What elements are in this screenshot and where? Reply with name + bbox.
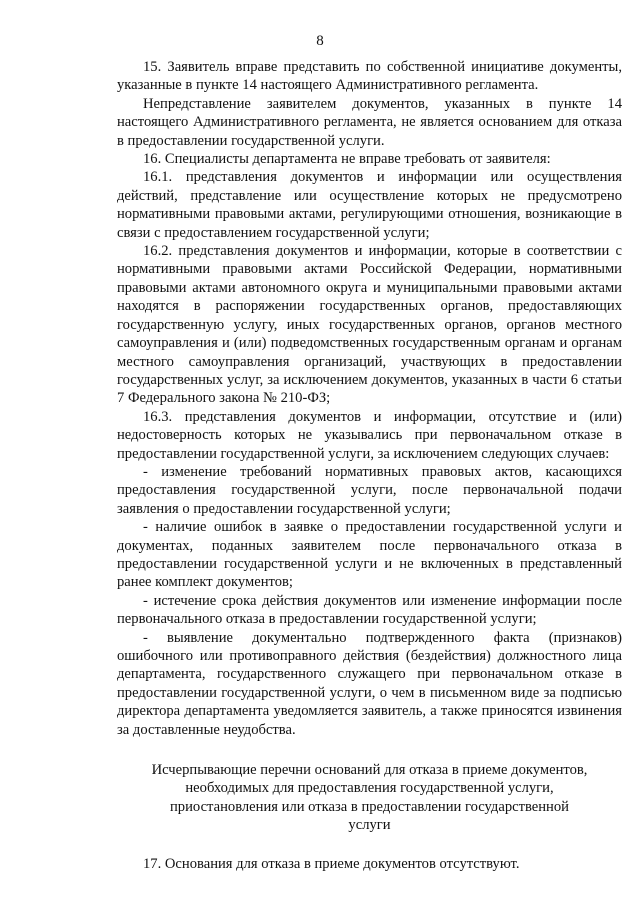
heading-line: услуги [348, 817, 391, 834]
page-number: 8 [316, 33, 324, 49]
list-item-requirements-change: - изменение требований нормативных правовых актов, касающихся предоставления государственной услуги, после первоначальной подачи заявления о предоставлении государственной услуги; [117, 463, 622, 517]
document-body [117, 58, 622, 873]
section-heading [117, 761, 622, 835]
paragraph-15-note: Непредставление заявителем документов, указанных в пункте 14 настоящего Административного регламента, не является основанием для отказа в предоставлении государственной услуги. [117, 95, 622, 149]
paragraph-16-3: 16.3. представления документов и информации, отсутствие и (или) недостоверность которых не указывались при первоначальном отказе в предоставлении государственной услуги, за исключением следующих случаев: [117, 408, 622, 462]
list-item-expiry: - истечение срока действия документов или изменение информации после первоначального отказа в предоставлении государственной услуги; [117, 592, 622, 628]
heading-line: приостановления или отказа в предоставлении государственной [170, 798, 569, 815]
paragraph-16-1: 16.1. представления документов и информации или осуществления действий, представление или осуществление которых не предусмотрено нормативными правовыми актами, регулирующими отношения, возникающие в связи с предоставлением государственной услуги; [117, 169, 622, 241]
paragraph-16-2: 16.2. представления документов и информации, которые в соответствии с нормативными правовыми актами Российской Федерации, нормативными правовыми актами автономного округа и муниципальными правовыми актами находятся в распоряжении государственных органов, предоставляющих государственную услугу, иных государственных органов, органов местного самоуправления и (или) подведомственных государственным органам и органам местного самоуправления организаций, участвующих в предоставлении государственных услуг, за исключением документов, указанных в части 6 статьи 7 Федерального закона № 210-ФЗ; [117, 243, 622, 407]
paragraph-15: 15. Заявитель вправе представить по собственной инициативе документы, указанные в пункте 14 настоящего Административного регламента. [117, 59, 622, 94]
heading-line: необходимых для предоставления государственной услуги, [185, 780, 554, 797]
heading-line: Исчерпывающие перечни оснований для отказа в приеме документов, [151, 762, 588, 779]
list-item-wrongdoing: - выявление документально подтвержденного факта (признаков) ошибочного или противоправного действия (бездействия) должностного лица департамента, государственного служащего при первоначальном отказе в предоставлении государственной услуги, о чем в письменном виде за подписью директора департамента уведомляется заявитель, а также приносятся извинения за доставленные неудобства. [117, 629, 622, 738]
paragraph-17: 17. Основания для отказа в приеме документов отсутствуют. [143, 855, 520, 872]
paragraph-16: 16. Специалисты департамента не вправе требовать от заявителя: [143, 151, 551, 168]
list-item-errors: - наличие ошибок в заявке о предоставлении государственной услуги и документах, поданных заявителем после первоначального отказа в предоставлении государственной услуги и не включенных в представленный ранее комплект документов; [117, 519, 622, 591]
